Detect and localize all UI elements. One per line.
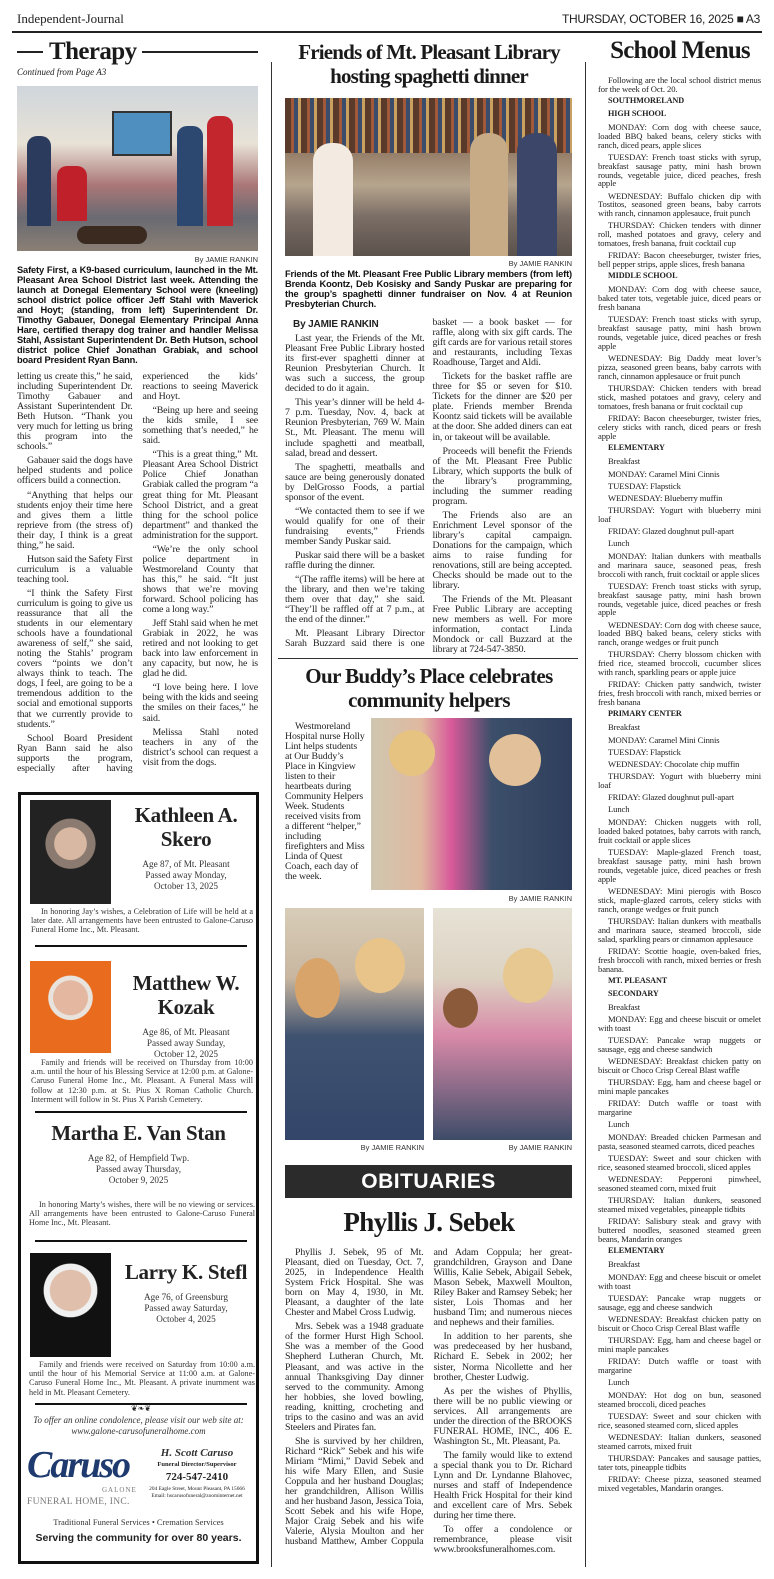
paragraph: FRIDAY: Salisbury steak and gravy with buttered noodles, seasoned steamed green beans, Mandarin oranges bbox=[598, 1216, 761, 1245]
photo-credit: By JAMIE RANKIN bbox=[508, 894, 572, 903]
ornament-icon: ❦❧❦ bbox=[130, 1404, 152, 1413]
paragraph: THURSDAY: Pancakes and sausage patties, tater tots, pineapple tidbits bbox=[598, 1453, 761, 1472]
paragraph: Melissa Stahl noted teachers in any of the district’s school can request a visit from the dogs. bbox=[142, 726, 258, 768]
paragraph: Mrs. Sebek was a 1948 graduate of the former Hurst High School. She was a member of the Good Shepherd Lutheran Church, Mt. Pleasant, and was active in the annual Thanksgiving Day dinner served to the community. Among her hobbies, she loved bowling, reading, knitting, crocheting and trips to the casino and was an avid Steelers and Pirates fan. bbox=[285, 1321, 424, 1433]
paragraph: TUESDAY: Flapstick bbox=[608, 480, 681, 491]
paragraph: WEDNESDAY: Buffalo chicken dip with Tostitos, seasoned green beans, baby carrots with ranch, cinnamon applesauce, fruit punch bbox=[598, 190, 761, 219]
nurse-head bbox=[503, 948, 553, 1003]
obituary-age: Age 76, of Greensburg bbox=[143, 1292, 229, 1302]
paragraph: MONDAY: Italian dunkers with meatballs and marinara sauce, seasoned peas, fresh broccoli with ranch, fruit cocktail or apple slices bbox=[598, 550, 761, 579]
menu-section-heading: SECONDARY bbox=[608, 988, 659, 998]
therapy-article-body bbox=[17, 371, 258, 774]
paragraph: WEDNESDAY: Breakfast chicken patty on biscuit or Choco Crisp Cereal Blast waffle bbox=[598, 1056, 761, 1076]
paragraph: MONDAY: Corn dog with cheese sauce, loaded BBQ baked beans, celery sticks with ranch, diced pears, apple slices bbox=[598, 121, 761, 150]
slogan: Serving the community for over 80 years. bbox=[35, 1532, 242, 1544]
paragraph: Last year, the Friends of the Mt. Pleasant Free Public Library hosted its first-ever spaghetti dinner at Reunion Presbyterian Church. It was such a success, the group decided to do it again. bbox=[285, 333, 425, 395]
menu-section-heading: ELEMENTARY bbox=[608, 442, 665, 452]
buddys-photo-2 bbox=[285, 908, 424, 1140]
paragraph: TUESDAY: Pancake wrap nuggets or sausage, egg and cheese sandwich bbox=[598, 1035, 761, 1055]
menu-meal-label: Breakfast bbox=[608, 455, 641, 466]
paragraph: “This is a great thing,” Mt. Pleasant Area School District Police Chief Jonathan Grabiak called the program “a great thing for Mt. Pleasant School District, and a great thing for the school police department” and thanked the administration for the support. bbox=[142, 449, 258, 541]
paragraph: THURSDAY: Italian dunkers, seasoned steamed mixed vegetables, pineapple tidbits bbox=[598, 1195, 761, 1215]
website-link[interactable]: www.galone-carusofuneralhome.com bbox=[71, 1426, 206, 1436]
menu-meal-label: Breakfast bbox=[608, 1259, 641, 1270]
buddys-photo-text: Westmoreland Hospital nurse Holly Lint helps students at Our Buddy’s Place in Kingview listen to their heartbeats during Community Helpers Week. Students received visits from a different “helper,” including firefighters and Miss Linda of Quest Coach, each day of the week. bbox=[285, 721, 365, 882]
continued-note: Continued from Page A3 bbox=[17, 67, 107, 77]
paragraph: The Friends of the Mt. Pleasant Free Public Library are accepting new members as well. For more information, contact Linda Mondock or call Buzzard at the library at 724-547-3850. bbox=[432, 594, 572, 656]
person-figure bbox=[207, 116, 233, 226]
dog-figure bbox=[77, 226, 147, 244]
menu-meal-label: Breakfast bbox=[608, 722, 641, 733]
paragraph: WEDNESDAY: Corn dog with cheese sauce, loaded BBQ baked beans, celery sticks with ranch, orange wedges or fruit punch bbox=[598, 619, 761, 648]
paragraph: She is survived by her children, Richard “Rick” Sebek and his wife Miriam “Mimi,” David Sebek and his wife Mary Ellen, and Susie Coppula and her husband Douglas; her grandchildren, Allison Willis and her husband Jason, Jessica Toia, Scott Sebek and his wife Hope, Major Craig Sebek and his wife Valerie, Alysia Moulton and her husband Matthew, Amber Coppula and Adam Coppula; her great-grandchildren, Grayson and Dane Willis, Kalie Sebek, Abigail Sebek, Mason Sebek, Maxwell Moulton, Riley Baker and Ramsey Sebek; her sister, Lois Thomas and her husband Tim; and numerous nieces and nephews and their families. bbox=[285, 1247, 572, 1548]
paragraph: Hutson said the Safety First curriculum is a valuable teaching tool. bbox=[17, 553, 133, 585]
obituary-passed: Passed away Monday, bbox=[145, 870, 227, 880]
obituary-photo bbox=[30, 800, 111, 904]
menu-section-heading: PRIMARY CENTER bbox=[608, 709, 682, 719]
paragraph: “I think the Safety First curriculum is going to give us reassurance that all the students in our elementary schools have a foundational awareness of self,” she said, noting the Stahls’ program covers “points we don’t always think to teach. The dogs, I feel, are going to be a tremendous addition to the social and emotional supports that we currently provide to students.” bbox=[17, 587, 133, 730]
menu-section-heading: ELEMENTARY bbox=[608, 1246, 665, 1256]
paragraph: Puskar said there will be a basket raffle during the dinner. bbox=[285, 549, 425, 572]
logo-script: Caruso bbox=[27, 1444, 130, 1486]
buddys-photo-3 bbox=[433, 908, 572, 1140]
paragraph: The spaghetti, meatballs and sauce are being generously donated by DelGrosso Foods, a partial sponsor of the event. bbox=[285, 461, 425, 503]
obituary-name: Matthew W. Kozak bbox=[132, 971, 240, 1019]
paragraph: Mt. Pleasant Library Director Sarah Buzzard said there is one basket — a book basket — for raffle, along with six gift cards. The gift cards are for various retail stores and restaurants, including Texas Roadhouse, Target and Aldi. bbox=[285, 317, 572, 650]
phone-number: 724-547-2410 bbox=[165, 1471, 229, 1483]
school-menus-list bbox=[598, 76, 761, 1576]
obituary-date: October 4, 2025 bbox=[156, 1314, 216, 1324]
obituary-passed: Passed away Thursday, bbox=[95, 1164, 182, 1174]
library-paragraphs bbox=[285, 318, 572, 656]
condolence-note: To offer an online condolence, please visit our web site at: bbox=[33, 1415, 244, 1425]
paragraph: TUESDAY: Pancake wrap nuggets or sausage, egg and cheese sandwich bbox=[598, 1293, 761, 1312]
paragraph: Gabauer said the dogs have helped students and police officers build a connection. bbox=[17, 455, 133, 487]
paragraph: MONDAY: Hot dog on bun, seasoned steamed broccoli, diced peaches bbox=[598, 1390, 761, 1409]
paragraph: TUESDAY: French toast sticks with syrup, breakfast sausage patty, mini hash brown rounds, vegetable juice, diced peaches or fresh apple bbox=[598, 314, 761, 351]
logo-small: GALONE bbox=[102, 1486, 137, 1494]
phyllis-obituary-body bbox=[285, 1248, 572, 1574]
person-figure bbox=[313, 143, 353, 256]
person-figure bbox=[177, 126, 203, 226]
person-figure bbox=[57, 166, 87, 221]
menu-section-heading: MT. PLEASANT bbox=[608, 975, 668, 985]
divider bbox=[35, 1111, 247, 1113]
obituary-photo bbox=[30, 1253, 111, 1357]
paragraph: TUESDAY: Sweet and sour chicken with rice, seasoned steamed corn, sliced apples bbox=[598, 1411, 761, 1430]
director-title: Funeral Director/Supervisor bbox=[157, 1461, 237, 1468]
buddys-headline: Our Buddy’s Place celebrates community helpers bbox=[305, 664, 553, 712]
paragraph: letting us create this,” he said, including Superintendent Dr. Timothy Gabauer and Assistant Superintendent Dr. Beth Hutson. “Thank you very much for letting us bring this program into the schools.” bbox=[17, 371, 133, 453]
menu-meal-label: Lunch bbox=[608, 1119, 630, 1130]
paragraph: “(The raffle items) will be here at the library, and then we’re taking them over that day,” she said. “They’ll be raffled off at 7 p.m., at the end of the dinner.” bbox=[285, 574, 425, 626]
photo-caption: Safety First, a K9-based curriculum, launched in the Mt. Pleasant Area School District last week. Attending the launch at Donegal Elementary School were (kneeling) school district police officer Jeff Stahl with Maverick and Hoyt; (standing, from left) Superintendent Dr. Timothy Gabauer, Donegal Elementary Principal Anna Hare, certified therapy dog trainer and handler Melissa Stahl, Assistant Superintendent Dr. Beth Hutson, school district police Chief Jonathan Grabiak, and school board President Ryan Bann. bbox=[17, 265, 258, 365]
address: 204 Eagle Street, Mount Pleasant, PA 15666 bbox=[149, 1486, 245, 1492]
child-head bbox=[443, 988, 478, 1028]
paragraph: “Anything that helps our students enjoy their time here and gives them a little reprieve from (the stress of) their day, I think is a great thing,” he said. bbox=[17, 489, 133, 551]
paragraph: Following are the local school district menus for the week of Oct. 20. bbox=[598, 75, 761, 94]
section-rule bbox=[278, 658, 578, 659]
obituary-photo bbox=[30, 961, 111, 1053]
email: Email: hscarusofuneral@zoominternet.net bbox=[151, 1493, 243, 1499]
obituary-text: Family and friends will be received on Thursday from 10:00 a.m. until the hour of his Blessing Service at 12:00 p.m. at Galone-Caruso Funeral Home Inc., Mt. Pleasant. A Funeral Mass will follow at 12:30 p.m. at St. Pius X Roman Catholic Church. Interment will follow in St. Pius X Parish Cemetery. bbox=[31, 1058, 253, 1104]
child-head bbox=[389, 730, 435, 776]
obituary-age: Age 87, of Mt. Pleasant bbox=[142, 859, 230, 869]
paragraph: WEDNESDAY: Big Daddy meat lover’s pizza, seasoned green beans, baby carrots with ranch, cinnamon applesauce or fruit punch bbox=[598, 352, 761, 381]
paragraph: MONDAY: Corn dog with cheese sauce, baked tater tots, vegetable juice, diced pears or fresh banana bbox=[598, 284, 761, 313]
divider bbox=[35, 1240, 247, 1242]
therapy-title: Therapy bbox=[49, 38, 137, 65]
paragraph: TUESDAY: Flapstick bbox=[608, 747, 681, 758]
paragraph: As per the wishes of Phyllis, there will be no public viewing or services. All arrangements are under the direction of the BROOKS FUNERAL HOME, INC., 406 E. Washington St., Mt. Pleasant, Pa. bbox=[433, 1385, 572, 1447]
paragraph: “I love being here. I love being with the kids and seeing the smiles on their faces,” he said. bbox=[142, 682, 258, 724]
photo-credit: By JAMIE RANKIN bbox=[360, 1143, 424, 1152]
paragraph: TUESDAY: French toast sticks with syrup, breakfast sausage patty, mini hash brown rounds, vegetable juice, diced peaches or fresh apple bbox=[598, 580, 761, 618]
director-signature: H. Scott Caruso bbox=[160, 1447, 234, 1459]
paragraph: Jeff Stahl said when he met Grabiak in 2022, he was retired and not looking to get back into law enforcement in any capacity, but now, he is glad he did. bbox=[142, 618, 258, 680]
divider bbox=[35, 945, 247, 947]
paragraph: Phyllis J. Sebek, 95 of Mt. Pleasant, died on Tuesday, Oct. 7, 2025, in Independence Health System Frick Hospital. She was born on May 4, 1930, in Mt. Pleasant, a daughter of the late Chester and Mabel Cross Ludwig. bbox=[285, 1247, 424, 1319]
person-figure bbox=[470, 133, 508, 256]
menu-meal-label: Breakfast bbox=[608, 1001, 641, 1012]
paragraph: WEDNESDAY: Breakfast chicken patty on biscuit or Choco Crisp Cereal Blast waffle bbox=[598, 1314, 761, 1333]
library-article-body bbox=[285, 317, 572, 656]
obituary-date: October 13, 2025 bbox=[153, 881, 219, 891]
paragraph: THURSDAY: Yogurt with blueberry mini loaf bbox=[598, 504, 761, 524]
obituary-headline: Phyllis J. Sebek bbox=[343, 1207, 515, 1237]
paragraph: WEDNESDAY: Italian dunkers, seasoned steamed carrots, mixed fruit bbox=[598, 1432, 761, 1451]
obituary-date: October 9, 2025 bbox=[108, 1175, 169, 1185]
obituaries-banner: OBITUARIES bbox=[285, 1165, 572, 1198]
paragraph: THURSDAY: Chicken tenders with bread stick, mashed potatoes and gravy, celery and tomatoes, fresh banana or fruit cocktail cup bbox=[598, 382, 761, 411]
paragraph: WEDNESDAY: Blueberry muffin bbox=[608, 492, 723, 503]
child-head bbox=[295, 958, 340, 1018]
paragraph: THURSDAY: Yogurt with blueberry mini loaf bbox=[598, 771, 761, 791]
services-line: Traditional Funeral Services • Cremation Services bbox=[53, 1517, 224, 1527]
obituary-age: Age 86, of Mt. Pleasant bbox=[142, 1027, 230, 1037]
paragraph: MONDAY: Caramel Mini Cinnis bbox=[608, 468, 720, 479]
article-byline: By JAMIE RANKIN bbox=[293, 319, 379, 330]
paragraph: FRIDAY: Scottie hoagie, oven-baked fries, fresh broccoli with ranch, mixed berries or fresh banana. bbox=[598, 945, 761, 974]
paragraph: FRIDAY: Bacon cheeseburger, twister fries, bell pepper strips, apple slices, fresh banana bbox=[598, 250, 761, 270]
paragraph: FRIDAY: Bacon cheeseburger, twister fries, celery sticks with ranch, diced pears or fresh apple bbox=[598, 412, 761, 441]
paragraph: WEDNESDAY: Chocolate chip muffin bbox=[608, 759, 740, 770]
obituary-passed: Passed away Saturday, bbox=[144, 1303, 228, 1313]
therapy-photo bbox=[17, 86, 258, 251]
menu-meal-label: Lunch bbox=[608, 537, 630, 548]
person-figure bbox=[517, 133, 557, 256]
paragraph: Tickets for the basket raffle are three for $5 or seven for $10. Tickets for the dinner are $20 per plate. Friends member Brenda Koontz said tickets will be available at the door. She added diners can eat in, or takeout will be available. bbox=[432, 371, 572, 443]
paragraph: The family would like to extend a special thank you to Dr. Richard Lynn and Dr. Lyndanne Blahovec, nurses and staff of Independence Health Frick Hospital for their kind and excellent care of Mrs. Sebek during her time there. bbox=[433, 1449, 572, 1522]
nurse-head bbox=[489, 734, 541, 786]
photo-credit: By JAMIE RANKIN bbox=[508, 259, 572, 268]
header-rule bbox=[12, 31, 762, 33]
paragraph: MONDAY: Chicken nuggets with roll, loaded baked potatoes, baby carrots with ranch, fruit cocktail or apple slices bbox=[598, 817, 761, 846]
paragraph: THURSDAY: Egg, ham and cheese bagel or mini maple pancakes bbox=[598, 1077, 761, 1097]
paragraph: The Friends also are an Enrichment Level sponsor of the library’s capital campaign. Donations for the campaign, which aims to raise funding for renovations, still are being accepted. Checks should be made out to the library. bbox=[432, 509, 572, 592]
paragraph: This year’s dinner will be held 4-7 p.m. Tuesday, Nov. 4, back at Reunion Presbyterian, 769 W. Main St., Mt. Pleasant. The menu will include spaghetti and meatball, salad, bread and dessert. bbox=[285, 397, 425, 459]
obituary-date: October 12, 2025 bbox=[153, 1049, 219, 1059]
paragraph: “Being up here and seeing the kids smile, I see something that’s needed,” he said. bbox=[142, 405, 258, 447]
paragraph: WEDNESDAY: Mini pierogis with Bosco stick, maple-glazed carrots, celery sticks with ranch, orange wedges or fruit punch bbox=[598, 886, 761, 914]
caruso-logo bbox=[27, 1443, 137, 1513]
date-page: THURSDAY, OCTOBER 16, 2025 ■ A3 bbox=[561, 12, 760, 26]
screen-in-photo bbox=[112, 111, 172, 156]
paragraph: FRIDAY: Cheese pizza, seasoned steamed mixed vegetables, Mandarin oranges. bbox=[598, 1474, 761, 1493]
obituary-text: In honoring Jay’s wishes, a Celebration of Life will be held at a later date. All arrangements have been entrusted to Galone-Caruso Funeral Home Inc., Mt. Pleasant. bbox=[31, 907, 253, 935]
newspaper-name: Independent-Journal bbox=[17, 11, 124, 26]
paragraph: TUESDAY: Sweet and sour chicken with rice, seasoned steamed broccoli, sliced apples bbox=[598, 1153, 761, 1173]
paragraph: MONDAY: Egg and cheese biscuit or omelet with toast bbox=[598, 1014, 761, 1034]
paragraph: MONDAY: Caramel Mini Cinnis bbox=[608, 735, 720, 746]
menu-section-heading: MIDDLE SCHOOL bbox=[608, 271, 678, 281]
paragraph: School Board President Ryan Bann said he also supports the program, especially after having experienced the kids’ reactions to seeing Maverick and Hoyt. bbox=[17, 371, 258, 774]
obituary-name: Larry K. Stefl bbox=[124, 1260, 248, 1284]
therapy-headline bbox=[17, 38, 258, 66]
menu-section-heading: SOUTHMORELAND bbox=[608, 96, 685, 105]
paragraph: FRIDAY: Chicken patty sandwich, twister fries, fresh broccoli with ranch, mixed berries or fresh banana bbox=[598, 679, 761, 708]
paragraph: MONDAY: Breaded chicken Parmesan and pasta, seasoned steamed carrots, diced peaches bbox=[598, 1132, 761, 1152]
paragraph: FRIDAY: Glazed doughnut pull-apart bbox=[608, 792, 735, 803]
paragraph: THURSDAY: Chicken tenders with dinner roll, mashed potatoes and gravy, celery and tomatoes, fresh banana, fruit cocktail cup bbox=[598, 220, 761, 249]
paragraph: FRIDAY: Dutch waffle or toast with margarine bbox=[598, 1098, 761, 1118]
obituary-text: In honoring Marty’s wishes, there will be no viewing or services. All arrangements have been entrusted to Galone-Caruso Funeral Home Inc., Mt. Pleasant. bbox=[29, 1200, 255, 1228]
obituary-passed: Passed away Sunday, bbox=[146, 1038, 226, 1048]
therapy-text-stack bbox=[17, 255, 258, 774]
paragraph: FRIDAY: Dutch waffle or toast with margarine bbox=[598, 1356, 761, 1375]
library-headline: Friends of Mt. Pleasant Library hosting spaghetti dinner bbox=[298, 40, 560, 88]
paragraph: TUESDAY: Maple-glazed French toast, breakfast sausage patty, mini hash brown rounds, vegetable juice, diced peaches or fresh apple bbox=[598, 847, 761, 884]
person-figure bbox=[27, 136, 51, 226]
menu-meal-label: Lunch bbox=[608, 1377, 630, 1388]
obituary-age: Age 82, of Hempfield Twp. bbox=[87, 1153, 190, 1163]
library-text-stack bbox=[285, 259, 572, 656]
obituary-name: Kathleen A. Skero bbox=[134, 803, 238, 851]
funeral-home-obituary-ad bbox=[18, 792, 259, 1564]
paragraph: THURSDAY: Egg, ham and cheese bagel or mini maple pancakes bbox=[598, 1335, 761, 1354]
paragraph: Proceeds will benefit the Friends of the Mt. Pleasant Free Public Library, which supports the bulk of the library’s programming, including the summer reading program. bbox=[432, 445, 572, 507]
paragraph: In addition to her parents, she was predeceased by her husband, Richard E. Sebek in 2002; her sister, Norma Nicollette and her brother, Chester Ludwig. bbox=[433, 1331, 572, 1383]
column-divider bbox=[271, 62, 272, 1567]
paragraph: “We’re the only school police department in Westmoreland County that has this,” he said. “It just shows that we’re moving forward. School policing has come a long way.” bbox=[142, 543, 258, 616]
nurse-head bbox=[355, 938, 405, 993]
paragraph: “We contacted them to see if we would qualify for one of their fundraising events,” Friends member Sandy Puskar said. bbox=[285, 505, 425, 547]
paragraph: THURSDAY: Cherry blossom chicken with fried rice, steamed broccoli, cucumber slices with ranch, sparkling pears or apple juice bbox=[598, 649, 761, 678]
paragraph: THURSDAY: Italian dunkers with meatballs and marinara sauce, steamed broccoli, side salad, sparkling pears or cinnamon applesauce bbox=[598, 915, 761, 944]
photo-credit: By JAMIE RANKIN bbox=[194, 255, 258, 264]
logo-sub: FUNERAL HOME, INC. bbox=[27, 1497, 130, 1507]
menus-headline: School Menus bbox=[610, 37, 750, 64]
buddys-photo-main bbox=[371, 718, 572, 890]
column-divider bbox=[585, 62, 586, 1567]
paragraph: FRIDAY: Glazed doughnut pull-apart bbox=[608, 525, 735, 536]
menu-section-heading: HIGH SCHOOL bbox=[608, 108, 667, 118]
library-photo bbox=[285, 98, 572, 256]
paragraph: To offer a condolence or remembrance, please visit www.brooksfuneralhomes.com. bbox=[433, 1524, 572, 1556]
photo-credit: By JAMIE RANKIN bbox=[508, 1143, 572, 1152]
menu-meal-label: Lunch bbox=[608, 804, 630, 815]
paragraph: MONDAY: Egg and cheese biscuit or omelet with toast bbox=[598, 1272, 761, 1291]
obituary-text: Family and friends were received on Saturday from 10:00 a.m. until the hour of his Memorial Service at 11:00 a.m. at Galone-Caruso Funeral Home Inc., Mt. Pleasant. A private inurnment was held in Mt. Pleasant Cemetery. bbox=[29, 1360, 255, 1397]
photo-caption: Friends of the Mt. Pleasant Free Public Library members (from left) Brenda Koontz, Deb Kosisky and Sandy Puskar are preparing for the group’s spaghetti dinner fundraiser on Nov. 4 at Reunion Presbyterian Church. bbox=[285, 269, 572, 309]
paragraph: TUESDAY: French toast sticks with syrup, breakfast sausage patty, mini hash brown rounds, vegetable juice, diced peaches, fresh apple bbox=[598, 151, 761, 189]
paragraph: WEDNESDAY: Pepperoni pinwheel, seasoned steamed corn, mixed fruit bbox=[598, 1174, 761, 1194]
obituary-name: Martha E. Van Stan bbox=[51, 1121, 226, 1145]
